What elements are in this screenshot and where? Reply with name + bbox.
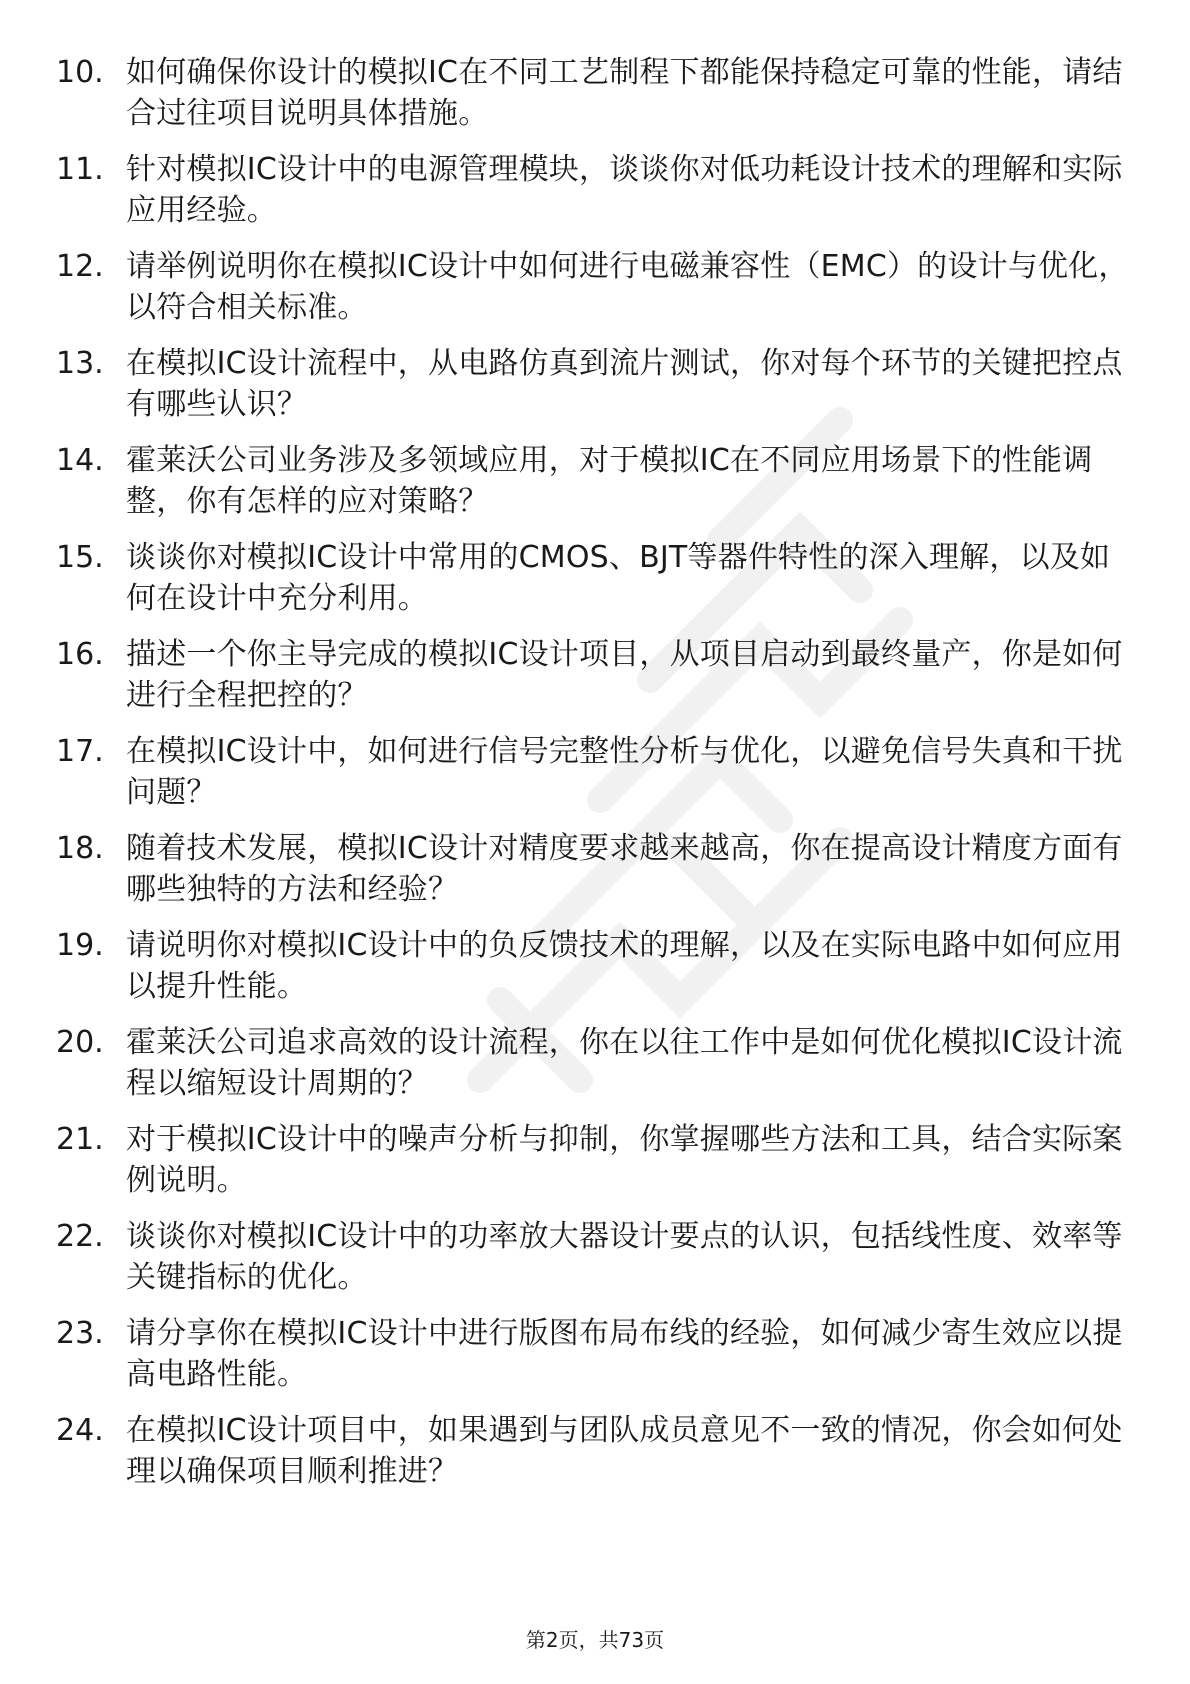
question-number: 18. [56,831,104,866]
question-text: 谈谈你对模拟IC设计中常用的CMOS、BJT等器件特性的深入理解，以及如何在设计中充分利用。 [126,540,1111,616]
question-number: 24. [56,1413,104,1448]
question-number: 19. [56,928,104,963]
question-number: 20. [56,1025,104,1060]
list-item [56,246,1136,343]
question-number: 13. [56,346,104,381]
question-number: 15. [56,540,104,575]
question-number: 10. [56,55,104,90]
question-text: 在模拟IC设计中，如何进行信号完整性分析与优化，以避免信号失真和干扰问题？ [126,734,1123,810]
list-item [56,537,1136,634]
list-item [56,52,1136,149]
list-item [56,343,1136,440]
question-text: 在模拟IC设计流程中，从电路仿真到流片测试，你对每个环节的关键把控点有哪些认识？ [126,346,1123,422]
question-text: 针对模拟IC设计中的电源管理模块，谈谈你对低功耗设计技术的理解和实际应用经验。 [126,152,1123,228]
question-text: 随着技术发展，模拟IC设计对精度要求越来越高，你在提高设计精度方面有哪些独特的方法和经验？ [126,831,1123,907]
list-item [56,1022,1136,1119]
question-number: 22. [56,1219,104,1254]
list-item [56,1313,1136,1410]
list-item [56,828,1136,925]
question-text: 请分享你在模拟IC设计中进行版图布局布线的经验，如何减少寄生效应以提高电路性能。 [126,1316,1123,1392]
list-item [56,925,1136,1022]
question-number: 14. [56,443,104,478]
list-item [56,440,1136,537]
question-number: 12. [56,249,104,284]
list-item [56,634,1136,731]
question-text: 霍莱沃公司业务涉及多领域应用，对于模拟IC在不同应用场景下的性能调整，你有怎样的应对策略？ [126,443,1093,519]
question-text: 谈谈你对模拟IC设计中的功率放大器设计要点的认识，包括线性度、效率等关键指标的优化。 [126,1219,1123,1295]
question-text: 请举例说明你在模拟IC设计中如何进行电磁兼容性（EMC）的设计与优化，以符合相关标准。 [126,249,1129,325]
question-text: 请说明你对模拟IC设计中的负反馈技术的理解，以及在实际电路中如何应用以提升性能。 [126,928,1123,1004]
question-number: 16. [56,637,104,672]
question-number: 11. [56,152,104,187]
list-item [56,149,1136,246]
list-item [56,1216,1136,1313]
question-text: 霍莱沃公司追求高效的设计流程，你在以往工作中是如何优化模拟IC设计流程以缩短设计周期的？ [126,1025,1123,1101]
question-number: 23. [56,1316,104,1351]
list-item [56,1119,1136,1216]
page-footer: 第2页，共73页 [525,1628,665,1652]
question-number: 17. [56,734,104,769]
list-item [56,1410,1136,1507]
question-text: 如何确保你设计的模拟IC在不同工艺制程下都能保持稳定可靠的性能，请结合过往项目说明具体措施。 [126,55,1123,131]
question-text: 描述一个你主导完成的模拟IC设计项目，从项目启动到最终量产，你是如何进行全程把控的？ [126,637,1123,713]
list-item [56,731,1136,828]
question-text: 在模拟IC设计项目中，如果遇到与团队成员意见不一致的情况，你会如何处理以确保项目顺利推进？ [126,1413,1123,1489]
question-number: 21. [56,1122,104,1157]
question-list [56,52,1136,1507]
question-text: 对于模拟IC设计中的噪声分析与抑制，你掌握哪些方法和工具，结合实际案例说明。 [126,1122,1123,1198]
